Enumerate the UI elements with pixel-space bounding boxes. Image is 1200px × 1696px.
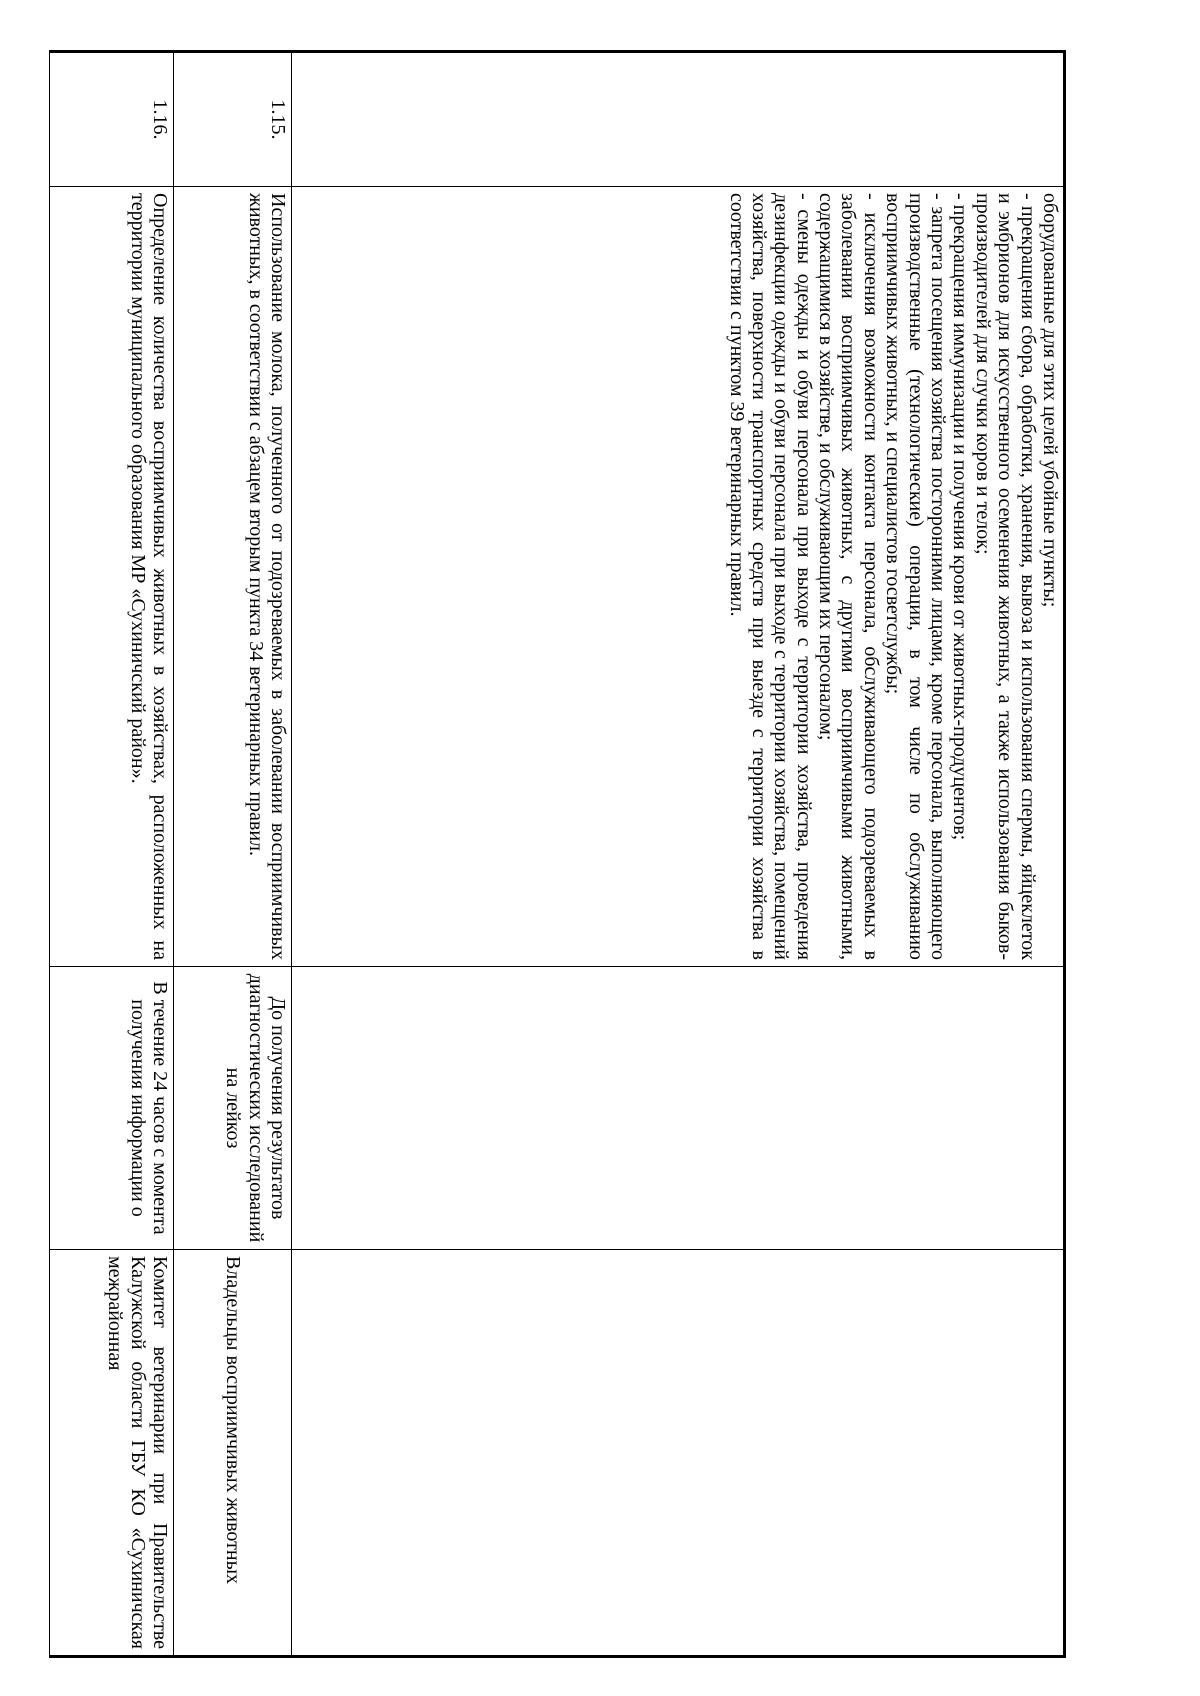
responsible-cell — [174, 1250, 292, 1657]
row-number: 1.15. — [267, 99, 289, 140]
deadline-text: В течение 24 часов с момента получения информации о — [126, 981, 171, 1235]
measure-paragraph: Определение количества восприимчивых животных в хозяйствах, расположенных на территории муниципального образования МР «Сухиничский район». — [126, 193, 171, 960]
responsible-cell — [292, 1250, 1065, 1657]
rotated-page — [51, 50, 1066, 1655]
row-number-cell — [292, 52, 1065, 187]
measure-paragraph: Использование молока, полученного от подозреваемых в заболевании восприимчивых животных, в соответствии с абзацем вторым пункта 34 ветеринарных правил. — [244, 193, 289, 960]
measure-description-cell — [292, 187, 1065, 967]
table-row — [174, 52, 292, 1657]
table-row — [292, 52, 1065, 1657]
deadline-cell — [292, 967, 1065, 1250]
measure-paragraph: - прекращения иммунизации и получения крови от животных-продуцентов; — [949, 193, 972, 841]
measure-paragraph: оборудованные для этих целей убойные пункты; — [1039, 193, 1061, 608]
deadline-cell — [174, 967, 292, 1250]
measure-paragraph: - прекращения сбора, обработки, хранения, вывоза и использования спермы, яйцеклеток и эмбрионов для искусственного осеменения животных, а также использования быков-производителей для случки коров и телок; — [971, 193, 1039, 960]
deadline-cell — [50, 967, 174, 1250]
measure-paragraph: - запрета посещения хозяйства посторонними лицами, кроме персонала, выполняющего производственные (технологические) операции, в том числе по обслуживанию восприимчивых животных, и специалистов госветслужбы; — [882, 193, 950, 960]
deadline-text: До получения результатов диагностических исследований на лейкоз — [222, 973, 289, 1243]
measure-description-cell — [174, 187, 292, 967]
responsible-cell — [50, 1250, 174, 1657]
responsible-text: Владельцы восприимчивых животных — [221, 1256, 244, 1585]
table-row — [50, 52, 174, 1657]
row-number-cell — [174, 52, 292, 187]
row-number: 1.16. — [149, 99, 171, 140]
measure-paragraph: - смены одежды и обуви персонала при выходе с территории хозяйства, проведения дезинфекции одежды и обуви персонала при выходе с территории хозяйства, помещений хозяйства, поверхности транспортных средств при выезде с территории хозяйства в соответствии с пунктом 39 ветеринарных правил. — [725, 193, 815, 960]
row-number-cell — [50, 52, 174, 187]
responsible-text: Комитет ветеринарии при Правительстве Калужской области ГБУ КО «Сухиничская межрайонная — [104, 1256, 171, 1649]
measure-paragraph: - исключения возможности контакта персонала, обслуживающего подозреваемых в заболевании восприимчивых животных, с другими восприимчивыми животными, содержащимися в хозяйстве, и обслуживающим их персоналом; — [815, 193, 882, 960]
measure-description-cell — [50, 187, 174, 967]
measures-table — [49, 50, 1066, 1658]
